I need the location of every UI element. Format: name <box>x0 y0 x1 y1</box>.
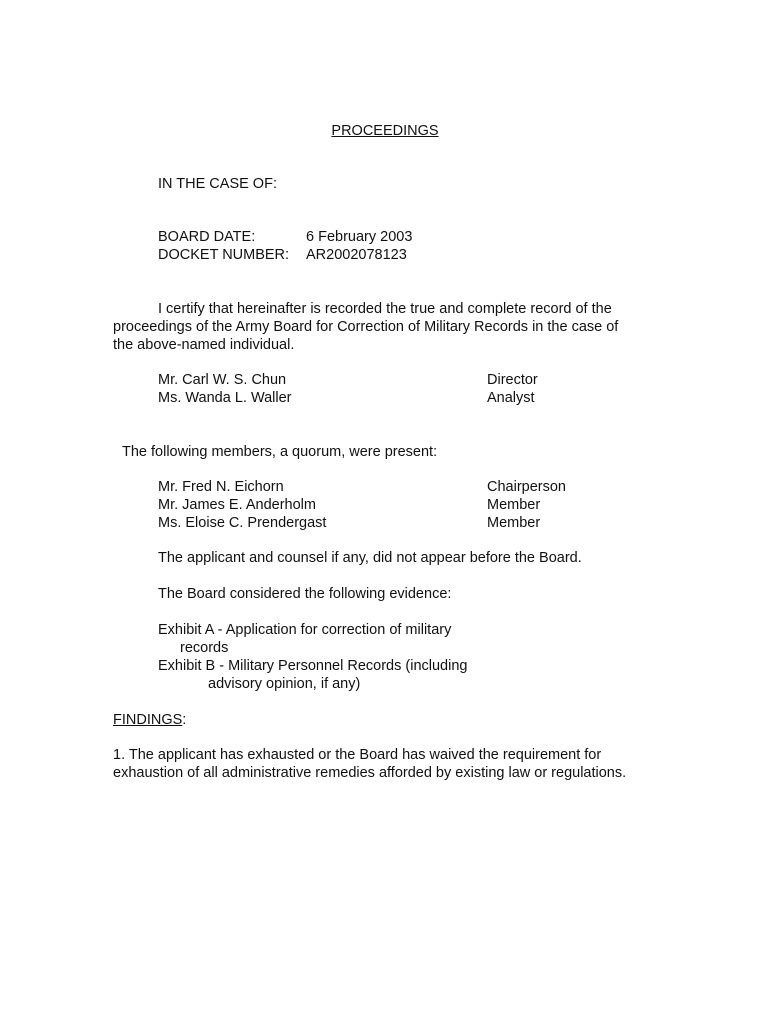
certify-line-3: the above-named individual. <box>113 337 295 353</box>
staff-role: Director <box>487 372 538 388</box>
member-role: Member <box>487 497 541 513</box>
board-date-value: 6 February 2003 <box>306 229 413 245</box>
exhibit-b-line-1: Exhibit B - Military Personnel Records (including <box>158 658 468 674</box>
exhibit-a-line-2: records <box>180 640 229 656</box>
quorum-text: The following members, a quorum, were present: <box>122 444 438 460</box>
docket-number-label: DOCKET NUMBER: <box>158 247 290 263</box>
staff-name: Mr. Carl W. S. Chun <box>158 372 287 388</box>
member-name: Ms. Eloise C. Prendergast <box>158 515 327 531</box>
member-role: Chairperson <box>487 479 566 495</box>
evidence-text: The Board considered the following evidence: <box>158 586 452 602</box>
exhibit-b-line-2: advisory opinion, if any) <box>208 676 361 692</box>
board-date-label: BOARD DATE: <box>158 229 256 245</box>
finding-1-line-1: 1. The applicant has exhausted or the Board has waived the requirement for <box>113 747 602 763</box>
certify-line-2: proceedings of the Army Board for Correction of Military Records in the case of <box>113 319 619 335</box>
certify-line-1: I certify that hereinafter is recorded the true and complete record of the <box>158 301 612 317</box>
exhibit-a-line-1: Exhibit A - Application for correction of military <box>158 622 452 638</box>
member-name: Mr. Fred N. Eichorn <box>158 479 284 495</box>
staff-role: Analyst <box>487 390 535 406</box>
page-title: PROCEEDINGS <box>331 123 439 139</box>
findings-heading-text: FINDINGS <box>113 712 183 728</box>
member-name: Mr. James E. Anderholm <box>158 497 316 513</box>
case-label: IN THE CASE OF: <box>158 176 277 192</box>
findings-heading-colon: : <box>182 712 187 728</box>
appearance-text: The applicant and counsel if any, did not appear before the Board. <box>158 550 582 566</box>
member-role: Member <box>487 515 541 531</box>
findings-heading <box>113 711 186 729</box>
staff-name: Ms. Wanda L. Waller <box>158 390 292 406</box>
docket-number-value: AR2002078123 <box>306 247 407 263</box>
finding-1-line-2: exhaustion of all administrative remedies afforded by existing law or regulations. <box>113 765 627 781</box>
